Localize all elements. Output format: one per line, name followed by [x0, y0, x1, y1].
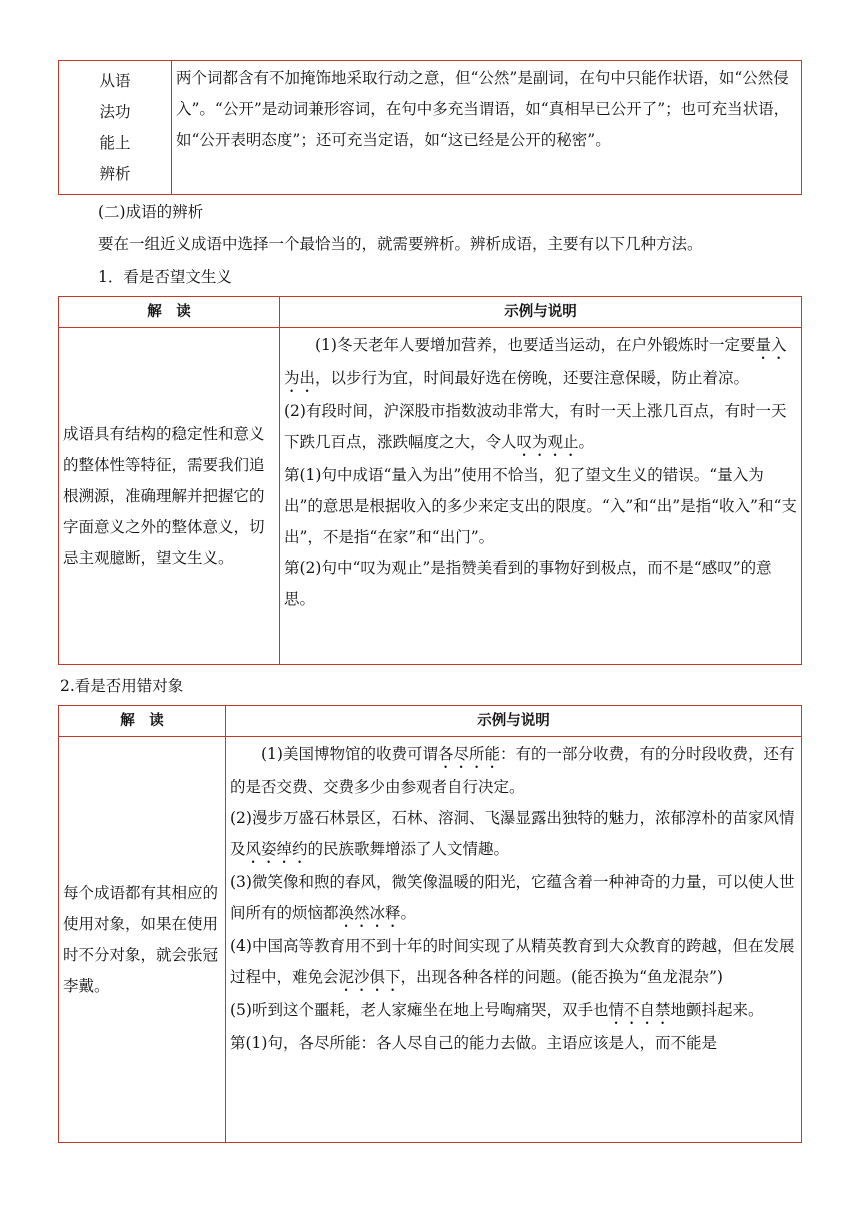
header-examples: 示例与说明	[280, 297, 802, 328]
example-text: (3)微笑像和煦的春风，微笑像温暖的阳光，它蕴含着一种神奇的力量，可以使人世间所有的烦恼都	[230, 873, 795, 922]
table-row	[59, 328, 802, 665]
syntax-explanation: 两个词都含有不加掩饰地采取行动之意，但“公然”是副词，在句中只能作状语，如“公然侵入”。“公开”是动词兼形容词，在句中多充当谓语，如“真相早已公开了”；也可充当状语，如“公开表明态度”；还可充当定语，如“这已经是公开的秘密”。	[176, 69, 790, 149]
idiom-highlight: 泥沙俱下	[338, 968, 401, 986]
table-row	[59, 61, 802, 195]
table-syntax-analysis	[58, 60, 802, 195]
row-label-line: 从语	[99, 71, 131, 90]
row-label-line: 辨析	[99, 164, 131, 183]
reading-cell	[59, 737, 226, 1143]
row-label-line: 法功	[99, 102, 131, 121]
examples-cell	[226, 737, 802, 1143]
example-4	[230, 931, 797, 995]
example-5	[230, 995, 797, 1028]
idiom-highlight: 量入为出	[284, 336, 787, 387]
examples-cell	[280, 328, 802, 665]
example-text: ，出现各种各样的问题。(能否换为“鱼龙混杂”)	[400, 968, 723, 986]
idiom-highlight: 各尽所能	[437, 745, 500, 763]
example-text: (1)美国博物馆的收费可谓	[261, 745, 438, 763]
header-examples: 示例与说明	[226, 706, 802, 737]
example-text: ，以步行为宜，时间最好选在傍晚，还要注意保暖，防止着凉。	[315, 369, 750, 387]
example-text: (2)有段时间，沪深股市指数波动非常大，有时一天上涨几百点，有时一天下跌几百点，涨跌幅度之大，令人	[284, 402, 787, 451]
example-text: (4)中国高等教育用不到十年的时间实现了从精英教育到大众教育的跨越，但在发展过程中，难免会	[230, 937, 795, 986]
section-intro: 要在一组近义成语中选择一个最恰当的，就需要辨析。辨析成语，主要有以下几种方法。	[98, 235, 703, 253]
header-reading: 解 读	[59, 297, 280, 328]
example-text: 地颤抖起来。	[670, 1001, 764, 1019]
example-text: 。	[400, 904, 417, 922]
reading-text: 成语具有结构的稳定性和意义的整体性等特征，需要我们追根溯源，准确理解并把握它的字面意义之外的整体意义，切忌主观臆断，望文生义。	[63, 424, 265, 567]
example-2	[230, 803, 797, 867]
explanation-2: 第(2)句中“叹为观止”是指赞美看到的事物好到极点，而不是“感叹”的意思。	[284, 559, 772, 608]
example-3	[230, 867, 797, 931]
header-reading: 解 读	[59, 706, 226, 737]
section-heading: (二)成语的辨析	[98, 203, 204, 221]
method1-heading: 1．看是否望文生义	[98, 268, 232, 286]
explanation-1: 第(1)句中成语“量入为出”使用不恰当，犯了望文生义的错误。“量入为出”的意思是根据收入的多少来定支出的限度。“入”和“出”是指“收入”和“支出”，不是指“在家”和“出门”。	[284, 466, 797, 546]
table-row	[59, 737, 802, 1143]
idiom-highlight: 涣然冰释	[338, 904, 401, 922]
idiom-highlight: 风姿绰约	[245, 840, 308, 858]
example-text: 。	[578, 433, 595, 451]
idiom-highlight: 叹为观止	[516, 433, 579, 451]
idiom-highlight: 情不自禁	[608, 1001, 671, 1019]
table-method2	[58, 705, 802, 1143]
example-1	[230, 739, 797, 803]
table-header-row	[59, 706, 802, 737]
example-2	[284, 396, 797, 460]
row-content-cell	[172, 61, 802, 195]
method2-heading: 2.看是否用错对象	[60, 677, 184, 695]
table-header-row	[59, 297, 802, 328]
example-text: ：有的一部分收费，有的分时段收费，还有的是否交费、交费多少由参观者自行决定。	[230, 745, 795, 796]
row-label-line: 能上	[99, 133, 131, 152]
reading-text: 每个成语都有其相应的使用对象，如果在使用时不分对象，就会张冠李戴。	[63, 883, 219, 995]
reading-cell	[59, 328, 280, 665]
example-text: (1)冬天老年人要增加营养，也要适当运动，在户外锻炼时一定要	[315, 336, 756, 354]
table-method1	[58, 296, 802, 665]
example-text: (5)听到这个噩耗，老人家瘫坐在地上号啕痛哭，双手也	[230, 1001, 609, 1019]
example-text: (2)漫步万盛石林景区，石林、溶洞、飞瀑显露出独特的魅力，浓郁淳朴的苗家风情及	[230, 809, 795, 858]
example-1	[284, 330, 797, 396]
explanation-1: 第(1)句，各尽所能：各人尽自己的能力去做。主语应该是人，而不能是	[230, 1034, 717, 1052]
row-label-cell	[59, 61, 172, 195]
example-text: 的民族歌舞增添了人文情趣。	[307, 840, 510, 858]
